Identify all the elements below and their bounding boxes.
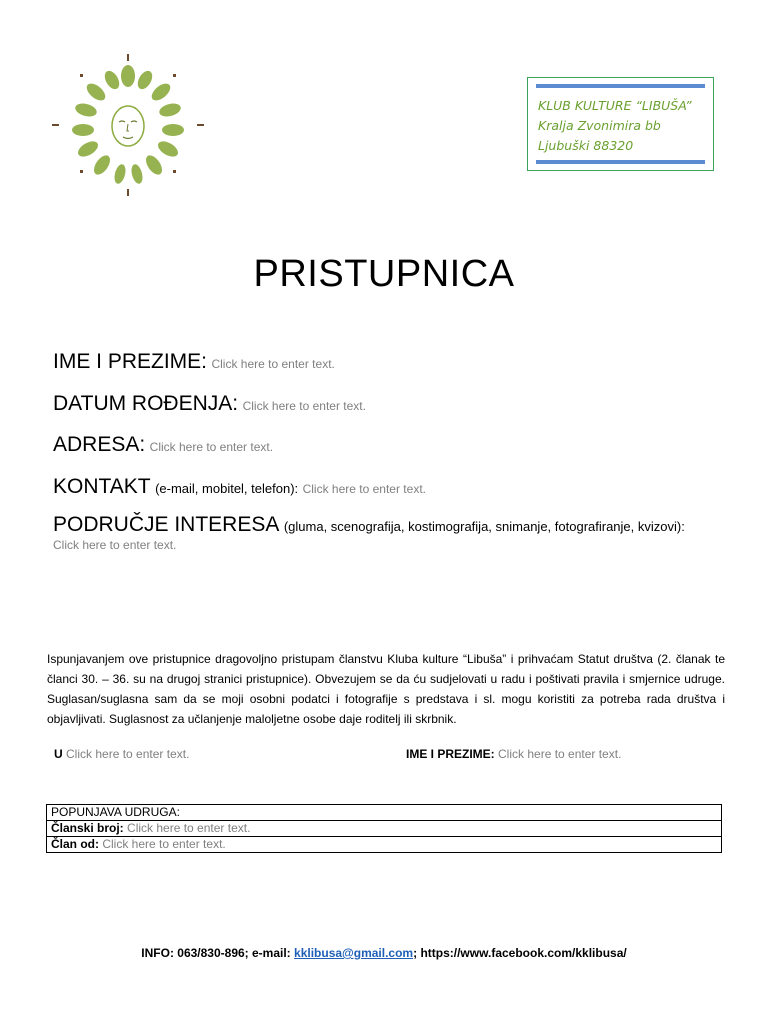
contact-note: (e-mail, mobitel, telefon): (155, 481, 299, 496)
contact-input[interactable]: Click here to enter text. (302, 482, 426, 496)
table-row (47, 837, 722, 853)
club-address-box (527, 77, 714, 171)
interest-field (53, 513, 693, 552)
name-field (53, 350, 335, 374)
table-row (47, 821, 722, 837)
member-since-cell (47, 837, 722, 853)
interest-input[interactable]: Click here to enter text. (53, 538, 177, 552)
footer-prefix: INFO: 063/830-896; e-mail: (141, 946, 291, 960)
name-input[interactable]: Click here to enter text. (211, 357, 335, 371)
footer-suffix: ; https://www.facebook.com/kklibusa/ (413, 946, 627, 960)
club-address (538, 96, 692, 156)
address-field (53, 433, 273, 457)
signature-name-label: IME I PREZIME: (406, 747, 495, 761)
interest-note: (gluma, scenografija, kostimografija, snimanje, fotografiranje, kvizovi): (283, 519, 685, 534)
club-name: KLUB KULTURE “LIBUŠA” (538, 98, 692, 113)
member-number-cell (47, 821, 722, 837)
address-label: ADRESA: (53, 433, 146, 456)
contact-field (53, 475, 426, 499)
leaf-face-logo-icon (50, 52, 206, 198)
member-since-input[interactable]: Click here to enter text. (102, 837, 226, 851)
place-input[interactable]: Click here to enter text. (66, 747, 190, 761)
association-table-header: POPUNJAVA UDRUGA: (47, 805, 722, 821)
member-number-label: Članski broj: (51, 821, 124, 835)
place-field (54, 747, 189, 761)
email-link[interactable]: kklibusa@gmail.com (294, 946, 414, 960)
association-table (46, 804, 722, 853)
dob-field (53, 392, 366, 416)
table-row (47, 805, 722, 821)
member-number-input[interactable]: Click here to enter text. (127, 821, 251, 835)
interest-label: PODRUČJE INTERESA (53, 513, 280, 536)
address-top-bar (536, 84, 705, 88)
club-city: Ljubuški 88320 (538, 138, 634, 153)
page-title: PRISTUPNICA (253, 253, 515, 295)
dob-input[interactable]: Click here to enter text. (242, 399, 366, 413)
address-input[interactable]: Click here to enter text. (149, 440, 274, 454)
consent-text: Ispunjavanjem ove pristupnice dragovoljno pristupam članstvu Kluba kulture “Libuša” i prihvaćam Statut društva (2. članak te članci 30. – 36. su na drugoj stranici pristupnice). Obvezujem se da ću sudjelovati u radu i poštivati pravila i smjernice udruge. Suglasan/suglasna sam da se moji osobni podatci i fotografije s predstava i sl. mogu koristiti za potreba rada društva i objavljivati. Suglasnost za učlanjenje maloljetne osobe daje roditelj ili skrbnik. (47, 652, 725, 726)
dob-label: DATUM ROĐENJA: (53, 392, 239, 415)
name-label: IME I PREZIME: (53, 350, 208, 373)
member-since-label: Član od: (51, 837, 99, 851)
footer-info (0, 946, 768, 960)
club-street: Kralja Zvonimira bb (538, 118, 661, 133)
place-label: U (54, 747, 63, 761)
contact-label: KONTAKT (53, 475, 151, 498)
address-bottom-bar (536, 160, 705, 164)
signature-name-field (406, 747, 621, 761)
signature-name-input[interactable]: Click here to enter text. (498, 747, 622, 761)
